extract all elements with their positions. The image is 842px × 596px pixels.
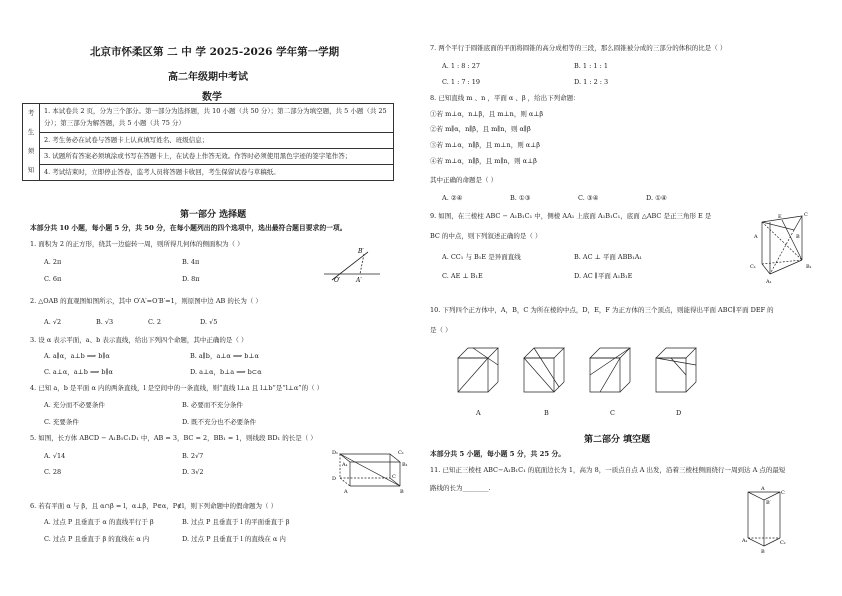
question-2-option: C. 2 — [148, 318, 162, 326]
cube-c — [590, 348, 630, 392]
subject-title: 数学 — [202, 92, 222, 103]
notice-side-label: 考 生 须 知 — [23, 104, 40, 181]
question-9-option: A. CC₁ 与 B₁E 是异面直线 — [442, 253, 521, 261]
question-10-label: A — [476, 409, 481, 417]
question-5-option: B. 2√7 — [182, 452, 204, 460]
fig11-label: C — [781, 490, 785, 496]
question-8-proposition: ①若 m⊥α，n⊥β，且 m⊥n，则 α⊥β — [430, 110, 544, 118]
cube-b — [524, 348, 564, 392]
fig5-label: C₁ — [398, 450, 404, 456]
question-10-stem-cont: 是（ ） — [430, 326, 452, 334]
fig5-label: C — [392, 474, 396, 480]
question-7-stem: 7. 两个平行于圆锥底面的平面将圆锥的高分成相等的三段，那么圆锥被分成的三部分的体积的比是（ ） — [430, 44, 727, 52]
question-8-option: D. ①④ — [646, 194, 667, 202]
question-7-option: A. 1 : 8 : 27 — [442, 62, 481, 70]
question-4-stem: 4. 已知 a，b 是平面 α 内的两条直线，l 是空间中的一条直线，则“直线 l⊥a 且 l⊥b”是“l⊥α”的（ ） — [30, 384, 324, 392]
fig5-label: A₁ — [342, 462, 348, 468]
question-5-figure — [328, 446, 408, 494]
fig9-label: E — [778, 214, 782, 220]
fig11-label: A — [761, 486, 765, 492]
question-1-option: D. 8π — [182, 275, 200, 283]
question-2-option: B. √3 — [96, 318, 114, 326]
question-7-option: C. 1 : 7 : 19 — [442, 78, 481, 86]
fig11-label: B′ — [766, 500, 771, 506]
question-5-option: D. 3√2 — [182, 468, 204, 476]
fig5-label: B — [400, 489, 404, 494]
question-10-label: D — [676, 409, 682, 417]
fig11-label: B — [761, 549, 765, 554]
part1-instruction: 本部分共 10 小题，每小题 5 分，共 50 分，在每小题列出的四个选项中，选出最符合题目要求的一项。 — [30, 224, 347, 232]
question-5-option: A. √14 — [44, 452, 66, 460]
question-5-stem: 5. 如图，长方体 ABCD − A₁B₁C₁D₁ 中，AB = 3，BC = 2，BB₁ = 1，则线段 BD₁ 的长是（ ） — [30, 434, 317, 442]
notice-item: 2. 考生务必在试卷与答题卡上认真填写姓名、班级信息； — [40, 132, 394, 148]
question-1-option: C. 6π — [44, 275, 62, 283]
question-2-option: D. √5 — [200, 318, 218, 326]
question-6-stem: 6. 若有平面 α 与 β，且 α∩β = l，α⊥β，P∈α，P∉l，则下列命题中的假命题为（ ） — [30, 502, 278, 510]
question-6-option: A. 过点 P 且垂直于 α 的直线平行于 β — [44, 518, 154, 526]
question-8-option: C. ③④ — [578, 194, 599, 202]
fig9-label: B — [796, 234, 800, 240]
question-8-stem: 8. 已知直线 m 、n ，平面 α 、β ，给出下列命题： — [430, 94, 580, 102]
question-1-stem: 1. 面积为 2 的正方形，绕其一边旋转一周，则所得几何体的侧面积为（ ） — [30, 240, 244, 248]
question-10-figures — [448, 342, 708, 404]
part2-title: 第二部分 填空题 — [584, 435, 651, 445]
question-11-stem-cont: 路线的长为________. — [430, 484, 491, 492]
question-9-figure — [748, 208, 820, 286]
cube-a — [458, 348, 498, 392]
question-7-option: D. 1 : 2 : 3 — [574, 78, 609, 86]
question-4-option: B. 必要而不充分条件 — [182, 401, 243, 409]
fig1-label: A′ — [356, 277, 362, 284]
question-8-tail: 其中正确的命题是（ ） — [430, 176, 498, 184]
question-8-option: B. ①③ — [510, 194, 531, 202]
question-3-stem: 3. 设 α 表示平面，a、b 表示直线，给出下列四个命题，其中正确的是（ ） — [30, 336, 248, 344]
question-3-option: B. a∥b，a⊥α ⟹ b⊥α — [190, 352, 259, 360]
fig9-label: A — [754, 234, 758, 240]
question-9-option: D. AC ∥平面 A₁B₁E — [574, 272, 633, 280]
question-6-option: D. 过点 P 且垂直于 l 的直线在 α 内 — [182, 535, 286, 543]
question-8-proposition: ③若 m⊥α，n∥β，且 m⊥n，则 α⊥β — [430, 141, 541, 149]
question-3-option: D. a⊥α，b⊥a ⟹ b⊂α — [190, 368, 262, 376]
fig9-label: A₁ — [766, 279, 772, 285]
fig5-label: D₁ — [332, 450, 339, 456]
fig5-label: D — [332, 476, 337, 482]
question-11-stem: 11. 已知正三棱柱 ABC−A₁B₁C₁ 的底面边长为 1，高为 8，一质点自点 A 出发，沿着三棱柱侧面绕行一周到达 A 点的最短 — [430, 466, 786, 474]
part1-title: 第一部分 选择题 — [180, 210, 247, 220]
question-8-proposition: ②若 m∥α，n∥β，且 m∥n，则 α∥β — [430, 125, 531, 133]
question-8-proposition: ④若 m⊥α，n∥β，且 m∥n，则 α⊥β — [430, 157, 537, 165]
fig11-label: A₁ — [742, 538, 748, 544]
notice-item: 4. 考试结束时，立即停止答卷，监考人员将答题卡收回，考生保留试卷与草稿纸。 — [40, 164, 394, 180]
question-11-figure — [742, 482, 786, 554]
question-6-option: B. 过点 P 且垂直于 l 的平面垂直于 β — [182, 518, 290, 526]
question-9-stem: 9. 如图，在三棱柱 ABC − A₁B₁C₁ 中，侧棱 AA₁ 上底面 A₁B₁C₁，底面 △ABC 是正三角形 E 是 — [430, 212, 712, 220]
notice-item: 1. 本试卷共 2 页，分为三个部分。第一部分为选择题，共 10 小题（共 50 分）；第二部分为填空题，共 5 小题（共 25 分）；第三部分为解答题，共 5 小题（共 75 分） — [40, 104, 394, 133]
fig1-label: O′ — [334, 277, 341, 284]
part2-instruction: 本部分共 5 小题，每小题 5 分，共 25 分。 — [430, 450, 566, 458]
fig5-label: A — [344, 489, 348, 494]
question-2-option: A. √2 — [44, 318, 62, 326]
exam-title: 高二年级期中考试 — [168, 72, 248, 83]
question-1-option: A. 2π — [44, 258, 62, 266]
notice-item: 3. 试题所有答案必须填涂或书写在答题卡上，在试卷上作答无效。作答时必须使用黑色字迹的签字笔作答； — [40, 148, 394, 164]
question-2-stem: 2. △OAB 的直观图如图所示，其中 O′A′=O′B′=1，则原图中边 AB 的长为（ ） — [30, 297, 262, 305]
question-3-option: C. a⊥α，a⊥b ⟹ b∥α — [44, 368, 113, 376]
fig11-label: C₁ — [780, 540, 786, 546]
question-4-option: A. 充分而不必要条件 — [44, 401, 105, 409]
question-8-option: A. ②④ — [442, 194, 463, 202]
question-9-option: C. AE ⊥ B₁E — [442, 272, 483, 280]
question-10-label: B — [544, 409, 549, 417]
question-9-option: B. AC ⊥ 平面 ABB₁A₁ — [574, 253, 643, 261]
fig9-label: C — [804, 212, 808, 218]
fig9-label: B₁ — [806, 264, 812, 270]
question-3-option: A. a∥α，a⊥b ⟹ b∥α — [44, 352, 110, 360]
question-10-label: C — [610, 409, 615, 417]
question-1-figure — [320, 244, 390, 284]
fig1-label: B′ — [358, 248, 364, 255]
question-9-stem-cont: BC 的中点，则下列叙述正确的是（ ） — [430, 232, 542, 240]
fig5-label: B₁ — [402, 462, 408, 468]
question-7-option: B. 1 : 1 : 1 — [574, 62, 608, 70]
question-10-stem: 10. 下列四个正方体中，A，B，C 为所在棱的中点，D，E，F 为正方体的三个顶点，则能得出平面 ABC∥平面 DEF 的 — [430, 306, 774, 314]
school-title: 北京市怀柔区第 二 中 学 2025-2026 学年第一学期 — [90, 46, 340, 58]
question-6-option: C. 过点 P 且垂直于 β 的直线在 α 内 — [44, 535, 150, 543]
fig9-label: C₁ — [750, 264, 756, 270]
question-1-option: B. 4π — [182, 258, 200, 266]
question-4-option: D. 既不充分也不必要条件 — [182, 418, 257, 426]
notice-table — [22, 103, 394, 181]
question-4-option: C. 充要条件 — [44, 418, 79, 426]
question-5-option: C. 28 — [44, 468, 62, 476]
cube-d — [656, 348, 696, 392]
